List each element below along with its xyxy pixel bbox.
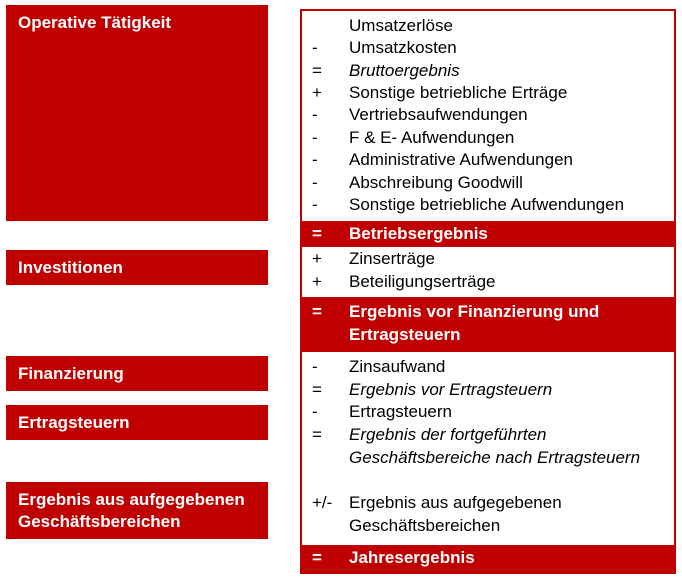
statement-row (302, 356, 674, 378)
line-item-label: Abschreibung Goodwill (349, 173, 523, 192)
line-item-label: Administrative Aufwendungen (349, 150, 573, 169)
category-operative-taetigkeit: Operative Tätigkeit (6, 5, 268, 221)
statement-row (302, 60, 674, 82)
line-item-label: Betriebsergebnis (349, 224, 488, 243)
operator-sign: - (312, 128, 318, 147)
statement-row (302, 248, 674, 270)
operator-sign: = (312, 302, 322, 321)
category-ergebnis-aufgegebene-bereiche: Ergebnis aus aufgegebenen Geschäftsbereichen (6, 482, 268, 539)
line-item-label: Beteiligungserträge (349, 272, 496, 291)
line-item-label: Sonstige betriebliche Erträge (349, 83, 568, 102)
operator-sign: + (312, 272, 322, 291)
category-finanzierung: Finanzierung (6, 356, 268, 391)
line-item-label: Ertragsteuern (349, 402, 452, 421)
line-item-label: Bruttoergebnis (349, 61, 460, 80)
category-investitionen: Investitionen (6, 250, 268, 285)
category-ertragsteuern: Ertragsteuern (6, 405, 268, 440)
operator-sign: - (312, 38, 318, 57)
statement-row (300, 221, 676, 247)
statement-row (302, 37, 674, 59)
operator-sign: - (312, 150, 318, 169)
operator-sign: +/- (312, 493, 333, 512)
statement-row (302, 104, 674, 126)
statement-row (302, 82, 674, 104)
statement-row (302, 194, 674, 216)
operator-sign: - (312, 195, 318, 214)
operator-sign: - (312, 357, 318, 376)
statement-row (300, 297, 676, 352)
line-item-label: Ergebnis vor Finanzierung und Ertragsteuern (349, 302, 600, 344)
statement-row (302, 424, 674, 492)
statement-row (302, 127, 674, 149)
line-item-label: Ergebnis der fortgeführten Geschäftsbereiche nach Ertragsteuern (349, 425, 641, 467)
operator-sign: = (312, 61, 322, 80)
statement-row (302, 401, 674, 423)
statement-row (302, 271, 674, 293)
line-item-label: F & E- Aufwendungen (349, 128, 515, 147)
line-item-label: Zinsaufwand (349, 357, 446, 376)
line-item-label: Ergebnis aus aufgegebenen Geschäftsbereichen (349, 493, 562, 535)
line-item-label: Ergebnis vor Ertragsteuern (349, 380, 553, 399)
operator-sign: - (312, 402, 318, 421)
line-item-label: Sonstige betriebliche Aufwendungen (349, 195, 625, 214)
operator-sign: = (312, 425, 322, 444)
operator-sign: - (312, 173, 318, 192)
line-item-label: Vertriebsaufwendungen (349, 105, 528, 124)
statement-row (302, 149, 674, 171)
line-item-label: Umsatzkosten (349, 38, 457, 57)
statement-row (302, 172, 674, 194)
operator-sign: = (312, 380, 322, 399)
line-item-label: Umsatzerlöse (349, 16, 453, 35)
operator-sign: = (312, 548, 322, 567)
operator-sign: + (312, 249, 322, 268)
operator-sign: - (312, 105, 318, 124)
operator-sign: + (312, 83, 322, 102)
line-item-label: Jahresergebnis (349, 548, 475, 567)
line-item-label: Zinserträge (349, 249, 435, 268)
statement-row (302, 492, 674, 537)
statement-row (302, 15, 674, 37)
operator-sign: = (312, 224, 322, 243)
statement-row (300, 545, 676, 574)
statement-row (302, 379, 674, 401)
